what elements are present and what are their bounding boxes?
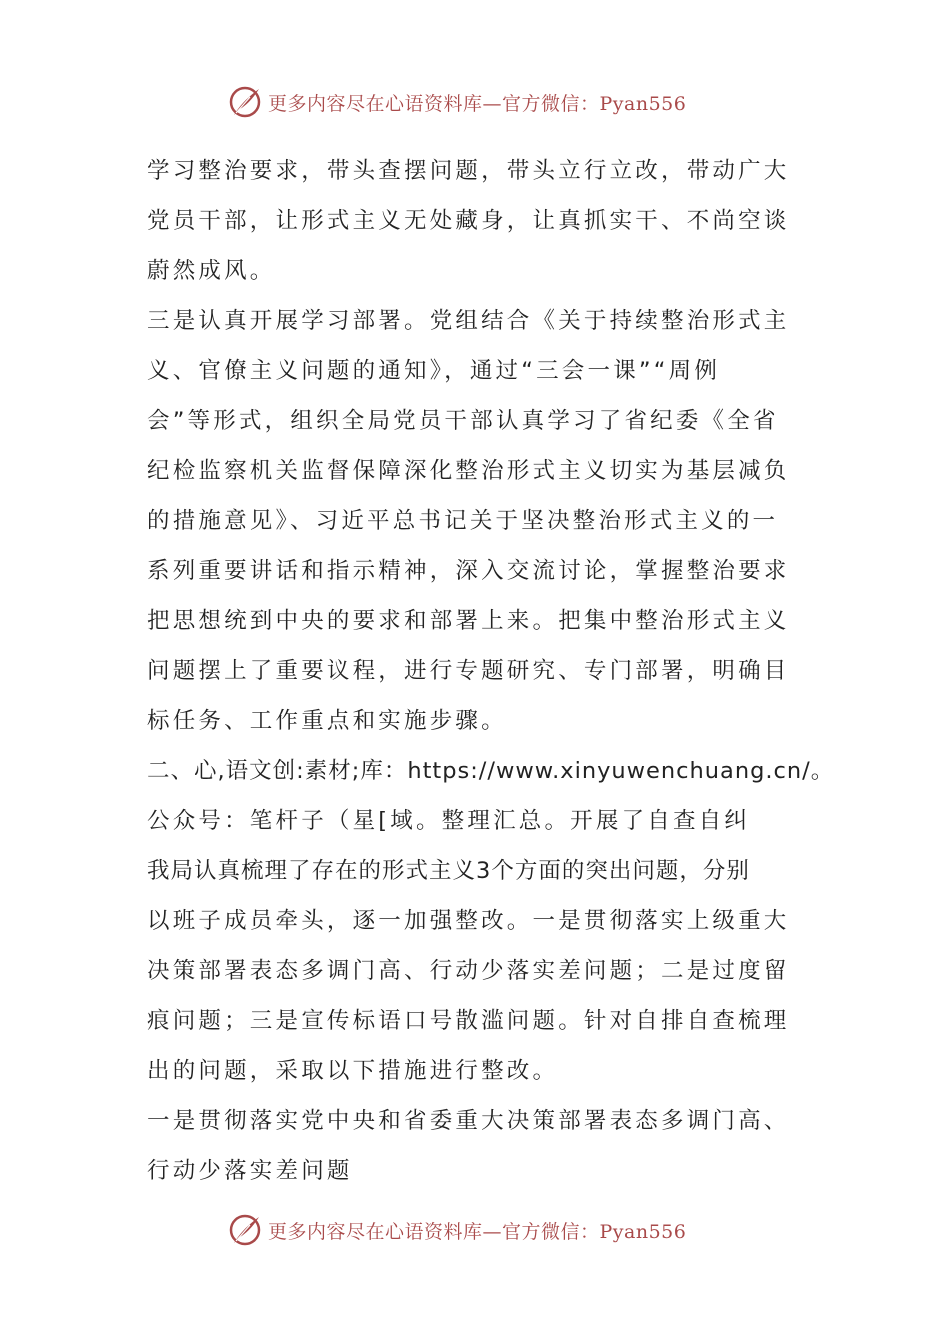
footer-banner	[228, 1212, 728, 1248]
text-line: 三是认真开展学习部署。党组结合《关于持续整治形式主	[147, 308, 790, 334]
text-line: 痕问题；三是宣传标语口号散滥问题。针对自排自查梳理	[147, 1008, 790, 1034]
header-banner-text: 更多内容尽在心语资料库—官方微信：Pyan556	[268, 92, 687, 115]
quill-logo-icon	[228, 1213, 262, 1247]
document-body	[147, 146, 835, 1196]
text-line: 我局认真梳理了存在的形式主义3个方面的突出问题，分别	[147, 858, 750, 884]
text-line: 一是贯彻落实党中央和省委重大决策部署表态多调门高、	[147, 1108, 790, 1134]
text-line: 学习整治要求，带头查摆问题，带头立行立改，带动广大	[147, 158, 790, 184]
text-line: 公众号：笔杆子（星[域。整理汇总。开展了自查自纠	[147, 808, 751, 834]
text-line: 会”等形式，组织全局党员干部认真学习了省纪委《全省	[147, 408, 779, 434]
text-line: 纪检监察机关监督保障深化整治形式主义切实为基层减负	[147, 458, 790, 484]
text-line: 标任务、工作重点和实施步骤。	[147, 708, 507, 734]
text-line: 义、官僚主义问题的通知》，通过“三会一课”“周例	[147, 358, 721, 384]
text-line-url: 二、心,语文创:素材;库：https://www.xinyuwenchuang.cn/。	[147, 758, 835, 784]
text-line: 党员干部，让形式主义无处藏身，让真抓实干、不尚空谈	[147, 208, 790, 234]
text-line: 蔚然成风。	[147, 258, 276, 284]
text-line: 出的问题，采取以下措施进行整改。	[147, 1058, 559, 1084]
text-line: 以班子成员牵头，逐一加强整改。一是贯彻落实上级重大	[147, 908, 790, 934]
text-line: 行动少落实差问题	[147, 1158, 353, 1184]
text-line: 的措施意见》、习近平总书记关于坚决整治形式主义的一	[147, 508, 779, 534]
text-line: 决策部署表态多调门高、行动少落实差问题；二是过度留	[147, 958, 790, 984]
text-line: 问题摆上了重要议程，进行专题研究、专门部署，明确目	[147, 658, 790, 684]
text-line: 系列重要讲话和指示精神，深入交流讨论，掌握整治要求	[147, 558, 790, 584]
text-line: 把思想统到中央的要求和部署上来。把集中整治形式主义	[147, 608, 790, 634]
quill-logo-icon	[228, 85, 262, 119]
footer-banner-text: 更多内容尽在心语资料库—官方微信：Pyan556	[268, 1220, 687, 1243]
header-banner	[228, 84, 728, 120]
